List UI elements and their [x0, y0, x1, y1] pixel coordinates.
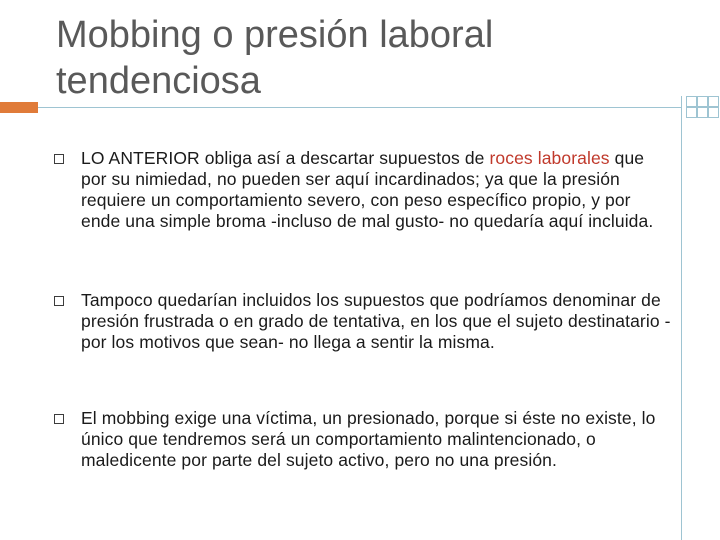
grid-cell — [697, 107, 708, 118]
title-divider — [38, 107, 681, 108]
grid-cell — [686, 107, 697, 118]
grid-cell — [686, 96, 697, 107]
slide-title-line-2: tendenciosa — [56, 60, 261, 102]
bullet-1-text-after: que por su nimiedad, no pueden ser aquí incardinados; ya que la presión requiere un comportamiento severo, con peso específico propio, y por ende una simple broma -incluso de mal gusto- no quedaría aquí incluida. — [81, 148, 654, 231]
bullet-text-1 — [81, 148, 673, 232]
grid-cell — [697, 96, 708, 107]
bullet-1-text-before: LO ANTERIOR obliga así a descartar supuestos de — [81, 148, 490, 168]
accent-bar — [0, 102, 38, 113]
square-bullet-icon — [54, 296, 64, 306]
square-bullet-icon — [54, 414, 64, 424]
bullet-1-highlight: roces laborales — [489, 148, 610, 168]
square-bullet-icon — [54, 154, 64, 164]
slide-title-line-1: Mobbing o presión laboral — [56, 14, 494, 56]
slide-title — [56, 12, 676, 104]
bullet-text-3: El mobbing exige una víctima, un presionado, porque si éste no existe, lo único que tendremos será un comportamiento malintencionado, o maledicente por parte del sujeto activo, pero no una presión. — [81, 408, 656, 470]
right-border-line — [681, 96, 682, 540]
grid-cell — [708, 107, 719, 118]
grid-cell — [708, 96, 719, 107]
bullet-text-2: Tampoco quedarían incluidos los supuestos que podríamos denominar de presión frustrada o en grado de tentativa, en los que el sujeto destinatario -por los motivos que sean- no llega a sentir la misma. — [81, 290, 671, 352]
corner-grid-decoration — [681, 96, 720, 118]
